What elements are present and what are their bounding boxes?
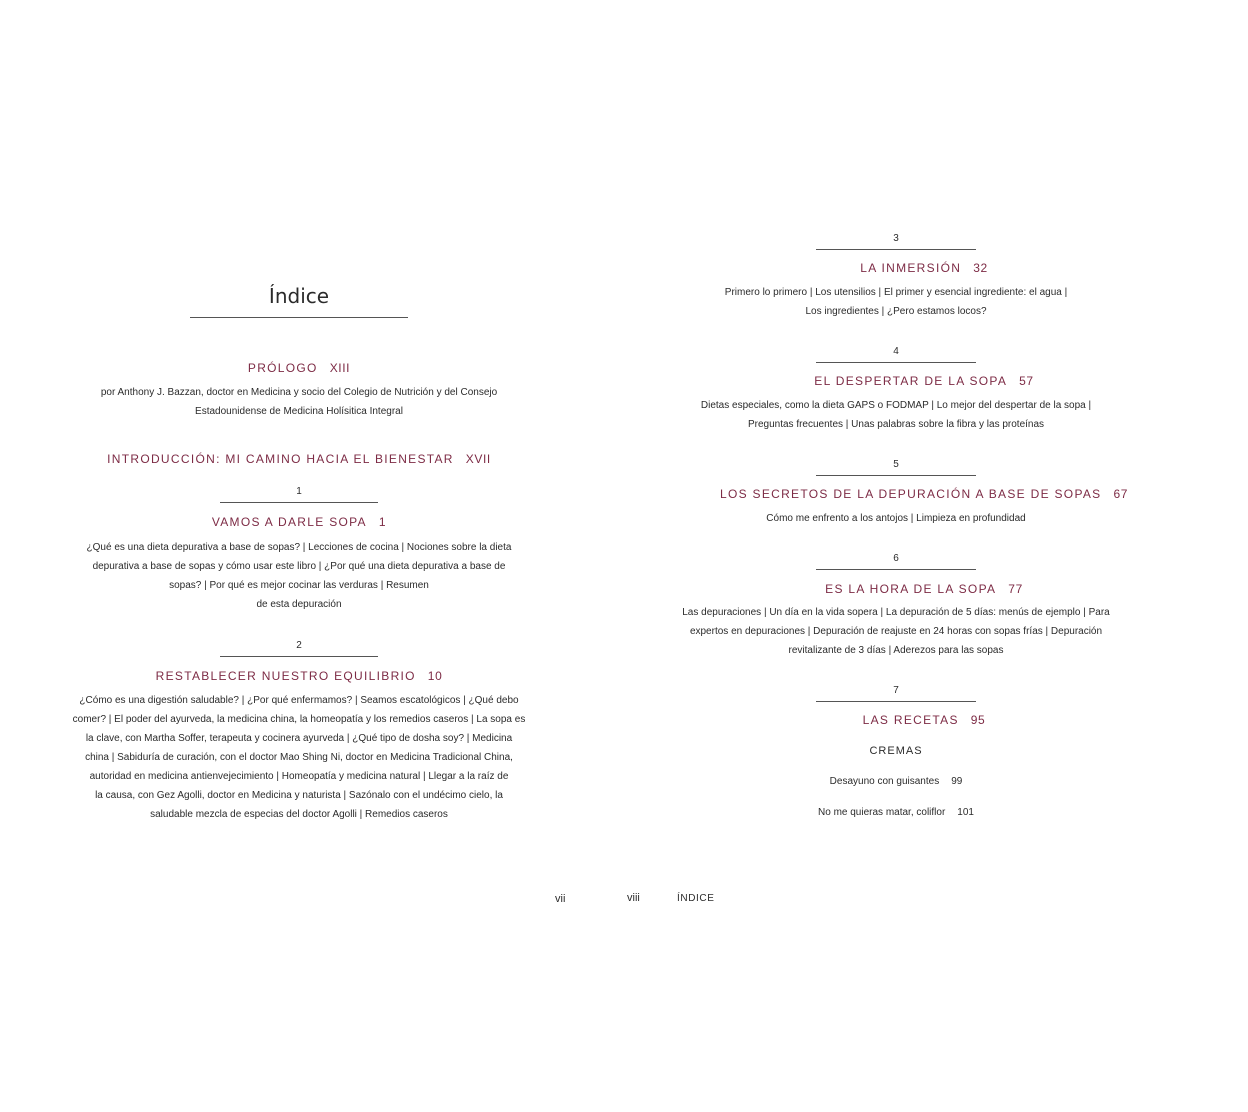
chapter-number: 1 (296, 486, 302, 497)
chapter1-heading-text: VAMOS A DARLE SOPA (211, 515, 367, 529)
page-number: vii (555, 893, 566, 905)
chapter3-heading (600, 261, 1248, 275)
chapter7-page: 95 (970, 713, 986, 727)
prologo-line: por Anthony J. Bazzan, doctor en Medicina y socio del Colegio de Nutrición y del Consejo (100, 387, 498, 398)
chapter7-heading-text: LAS RECETAS (862, 713, 959, 727)
chapter-number: 7 (893, 685, 899, 696)
chapter6-heading (600, 582, 1248, 596)
intro-page: XVII (465, 452, 491, 466)
intro-heading-text: INTRODUCCIÓN: MI CAMINO HACIA EL BIENESTAR (107, 452, 454, 466)
prologo-line: Estadounidense de Medicina Holísitica Integral (195, 406, 403, 417)
chapter4-description (656, 396, 1136, 434)
chapter6-line: Las depuraciones | Un día en la vida sopera | La depuración de 5 días: menús de ejemplo | Para (682, 607, 1110, 618)
title-rule (190, 317, 408, 318)
page-number: viii (627, 892, 640, 904)
chapter3-page: 32 (973, 261, 988, 275)
running-head: ÍNDICE (677, 893, 715, 904)
chapter1-line: sopas? | Por qué es mejor cocinar las verduras | Resumen (169, 580, 429, 591)
chapter5-heading (600, 487, 1248, 501)
recipe-item (596, 776, 1196, 787)
chapter3-heading-text: LA INMERSIÓN (860, 261, 962, 275)
chapter5-line: Cómo me enfrento a los antojos | Limpieza en profundidad (766, 513, 1026, 524)
chapter1-line: ¿Qué es una dieta depurativa a base de sopas? | Lecciones de cocina | Nociones sobre la dieta (86, 542, 512, 553)
chapter2-line: saludable mezcla de especias del doctor Agolli | Remedios caseros (150, 809, 448, 820)
chapter4-heading-text: EL DESPERTAR DE LA SOPA (814, 374, 1008, 388)
prologo-page: XIII (329, 361, 351, 375)
chapter2-line: autoridad en medicina antienvejecimiento | Homeopatía y medicina natural | Llegar a la raíz de (89, 771, 509, 782)
chapter-number: 3 (893, 233, 899, 244)
intro-heading (0, 452, 598, 466)
chapter5-description (656, 509, 1136, 528)
chapter-rule (816, 569, 976, 570)
recipe-label: Desayuno con guisantes (829, 776, 940, 787)
recipe-item (596, 807, 1196, 818)
chapter6-heading-text: ES LA HORA DE LA SOPA (825, 582, 997, 596)
chapter1-description (40, 538, 558, 614)
chapter-rule (816, 362, 976, 363)
chapter-number: 5 (893, 459, 899, 470)
chapter4-page: 57 (1019, 374, 1034, 388)
recipe-label: No me quieras matar, coliflor (818, 807, 946, 818)
prologo-heading-text: PRÓLOGO (247, 361, 318, 375)
page-title: Índice (268, 284, 330, 308)
chapter1-heading (0, 515, 598, 529)
chapter-number: 6 (893, 553, 899, 564)
chapter6-page: 77 (1008, 582, 1023, 596)
chapter-rule (816, 701, 976, 702)
chapter2-line: la clave, con Martha Soffer, terapeuta y cocinera ayurveda | ¿Qué tipo de dosha soy? | Medicina (85, 733, 513, 744)
chapter7-heading (600, 713, 1248, 727)
chapter-number: 4 (893, 346, 899, 357)
prologo-heading (0, 361, 598, 375)
chapter-rule (220, 656, 378, 657)
chapter4-line: Dietas especiales, como la dieta GAPS o FODMAP | Lo mejor del despertar de la sopa | (700, 400, 1092, 411)
recipe-page: 99 (951, 776, 963, 787)
chapter-number: 2 (296, 640, 302, 651)
chapter2-heading (0, 669, 598, 683)
chapter2-page: 10 (427, 669, 443, 683)
recipe-page: 101 (957, 807, 974, 818)
chapter6-description (656, 603, 1136, 660)
chapter6-line: expertos en depuraciones | Depuración de reajuste en 24 horas con sopas frías | Depuración (689, 626, 1103, 637)
subsection-heading: CREMAS (869, 745, 923, 757)
chapter-rule (816, 475, 976, 476)
prologo-description (0, 383, 598, 421)
chapter5-page: 67 (1113, 487, 1129, 501)
chapter2-line: la causa, con Gez Agolli, doctor en Medicina y naturista | Sazónalo con el undécimo cielo, la (95, 790, 503, 801)
chapter4-line: Preguntas frecuentes | Unas palabras sobre la fibra y las proteínas (747, 419, 1045, 430)
right-page (556, 0, 1129, 1112)
chapter2-line: comer? | El poder del ayurveda, la medicina china, la homeopatía y los remedios caseros | La sopa es (72, 714, 526, 725)
chapter1-line: depurativa a base de sopas y cómo usar este libro | ¿Por qué una dieta depurativa a base de (92, 561, 506, 572)
left-page (0, 0, 566, 1112)
chapter2-heading-text: RESTABLECER NUESTRO EQUILIBRIO (155, 669, 416, 683)
chapter2-description (40, 691, 558, 824)
chapter2-line: ¿Cómo es una digestión saludable? | ¿Por qué enfermamos? | Seamos escatológicos | ¿Qué debo (79, 695, 519, 706)
chapter1-line: de esta depuración (256, 599, 342, 610)
chapter4-heading (600, 374, 1248, 388)
chapter-rule (220, 502, 378, 503)
chapter1-page: 1 (378, 515, 387, 529)
chapter3-line: Primero lo primero | Los utensilios | El primer y esencial ingrediente: el agua | (724, 287, 1068, 298)
chapter3-description (656, 283, 1136, 321)
chapter5-heading-text: LOS SECRETOS DE LA DEPURACIÓN A BASE DE SOPAS (719, 487, 1102, 501)
chapter2-line: china | Sabiduría de curación, con el doctor Mao Shing Ni, doctor en Medicina Tradicional China, (85, 752, 513, 763)
chapter3-line: Los ingredientes | ¿Pero estamos locos? (805, 306, 987, 317)
chapter6-line: revitalizante de 3 días | Aderezos para las sopas (788, 645, 1004, 656)
chapter-rule (816, 249, 976, 250)
